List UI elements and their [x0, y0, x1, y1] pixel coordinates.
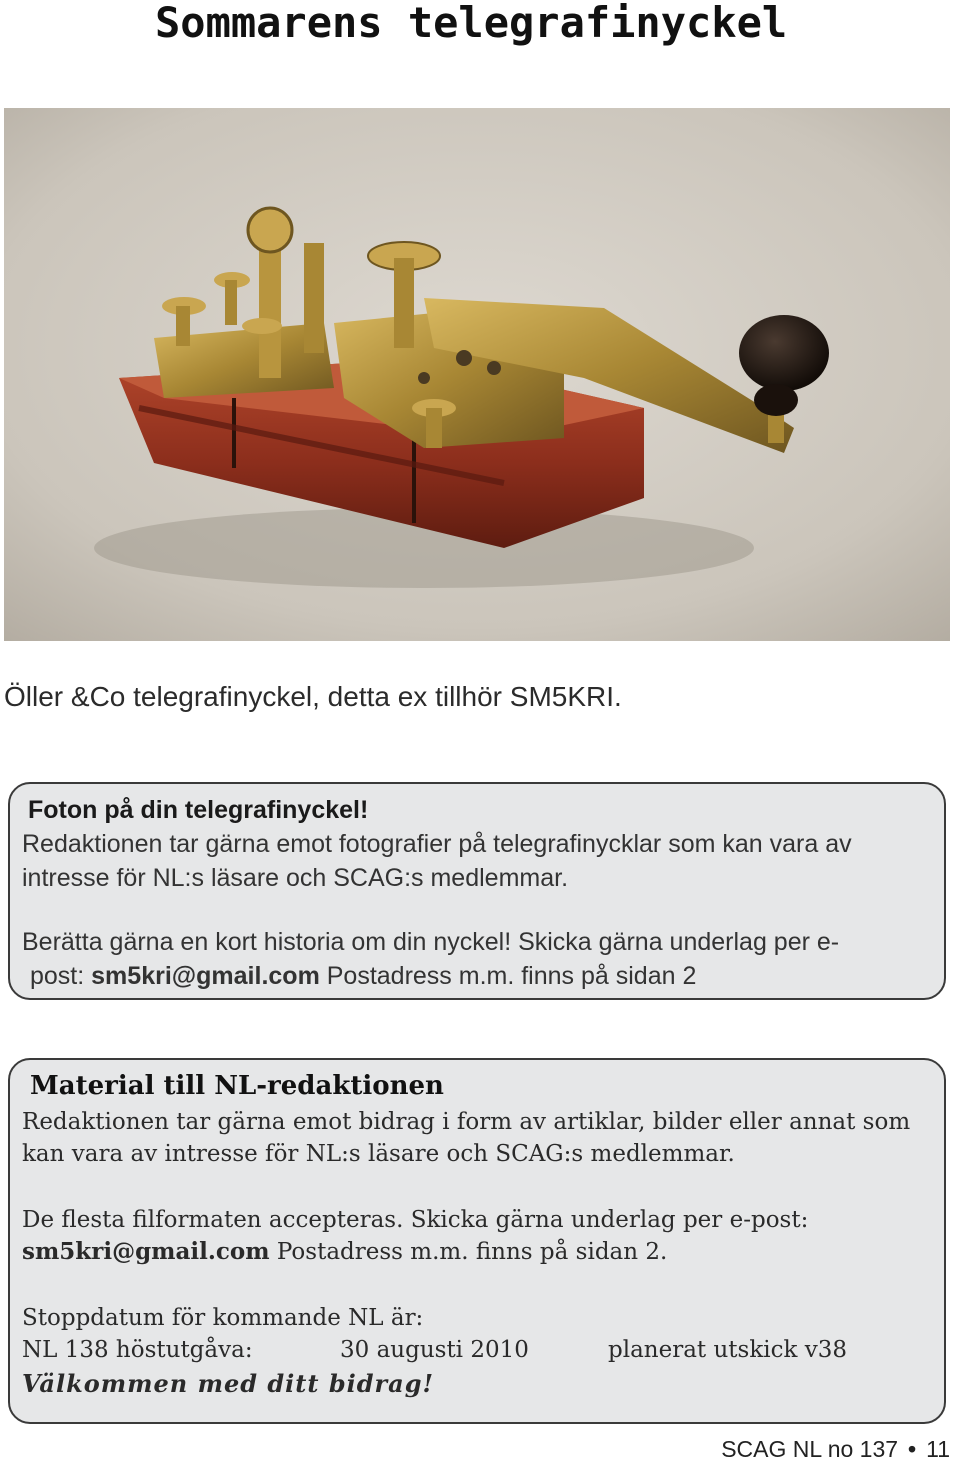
editorial-heading: Material till NL-redaktionen [30, 1071, 444, 1101]
editorial-line-4 [22, 1236, 667, 1268]
post-prefix: post: [30, 962, 92, 990]
page-number: 11 [926, 1436, 950, 1462]
editorial-material-box [8, 1058, 946, 1424]
page-footer [721, 1434, 950, 1464]
schedule-label: NL 138 höstutgåva: [22, 1337, 253, 1363]
email-link[interactable]: sm5kri@gmail.com [91, 962, 320, 990]
schedule-date: 30 augusti 2010 [340, 1337, 529, 1363]
editorial-line-3: De flesta filformaten accepteras. Skicka gärna underlag per e-post: [22, 1207, 809, 1233]
photo-request-box [8, 782, 946, 1000]
photo-request-line-2: intresse för NL:s läsare och SCAG:s medlemmar. [22, 864, 569, 892]
schedule-row [22, 1334, 922, 1366]
photo-caption: Öller &Co telegrafinyckel, detta ex tillhör SM5KRI. [4, 681, 622, 712]
photo-request-line-4 [30, 960, 696, 992]
schedule-note: planerat utskick v38 [608, 1337, 848, 1363]
email-link[interactable]: sm5kri@gmail.com [22, 1238, 270, 1265]
editorial-line-2: kan vara av intresse för NL:s läsare och SCAG:s medlemmar. [22, 1141, 735, 1167]
photo-request-heading: Foton på din telegrafinyckel! [28, 796, 369, 824]
editorial-line-1: Redaktionen tar gärna emot bidrag i form av artiklar, bilder eller annat som [22, 1109, 911, 1135]
photo-request-line-3: Berätta gärna en kort historia om din nyckel! Skicka gärna underlag per e- [22, 928, 840, 956]
deadline-intro: Stoppdatum för kommande NL är: [22, 1305, 424, 1331]
postal-note: Postadress m.m. finns på sidan 2 [319, 962, 697, 990]
postal-note: Postadress m.m. finns på sidan 2. [269, 1239, 668, 1265]
telegraph-key-photo [4, 108, 950, 641]
page-title: Sommarens telegrafinyckel [155, 0, 788, 47]
welcome-note: Välkommen med ditt bidrag! [22, 1369, 435, 1398]
photo-request-line-1: Redaktionen tar gärna emot fotografier på telegrafinycklar som kan vara av [22, 830, 852, 858]
bullet-separator: • [908, 1436, 917, 1462]
publication-name: SCAG NL no 137 [721, 1436, 899, 1462]
